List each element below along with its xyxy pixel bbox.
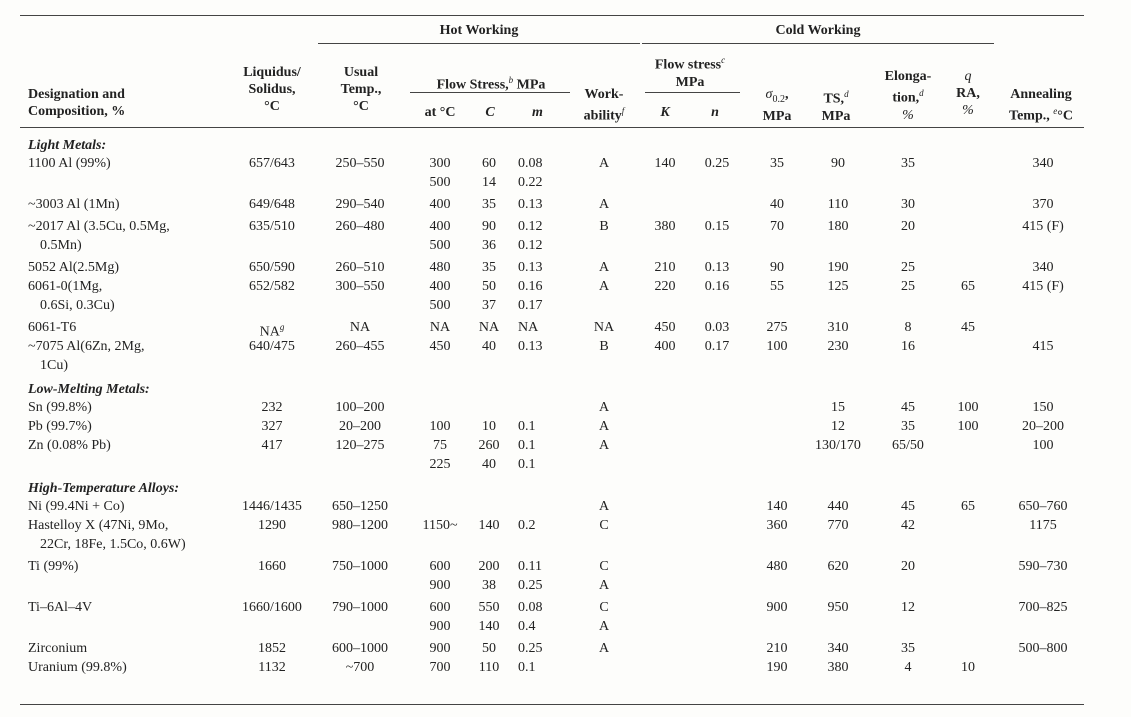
designation-text: 0.5Mn) bbox=[40, 238, 82, 253]
hot-m-cell: 0.1 bbox=[518, 419, 536, 434]
table-row bbox=[0, 658, 1131, 680]
workability-cell: A bbox=[598, 499, 610, 514]
ts-cell: 620 bbox=[827, 559, 849, 574]
hot-m-cell: 0.13 bbox=[518, 260, 543, 275]
liquidus-cell: 1290 bbox=[258, 518, 286, 533]
usual-temp-cell: 980–1200 bbox=[332, 518, 388, 533]
header-sigma: $\sigma_{0.2}$, MPa bbox=[762, 87, 792, 124]
hot-C-cell: 50 bbox=[482, 279, 496, 294]
hot-C-cell: 140 bbox=[478, 518, 500, 533]
elongation-cell: 45 bbox=[901, 400, 915, 415]
hot-at-c-cell: 900 bbox=[429, 578, 451, 593]
hot-m-cell: 0.13 bbox=[518, 339, 543, 354]
designation-text: 1Cu) bbox=[40, 358, 68, 373]
hot-at-c-cell: 900 bbox=[429, 619, 451, 634]
liquidus-cell: 327 bbox=[261, 419, 283, 434]
header-usual-temp-line3: °C bbox=[353, 99, 369, 114]
table-row bbox=[0, 154, 1131, 195]
header-bottom-rule bbox=[20, 127, 1084, 128]
hot-working-rule bbox=[318, 43, 640, 44]
ra-cell: 65 bbox=[961, 279, 975, 294]
liquidus-cell: 232 bbox=[261, 400, 283, 415]
hot-m-cell: 0.22 bbox=[518, 175, 543, 190]
designation-text: ~2017 Al (3.5Cu, 0.5Mg, bbox=[28, 219, 170, 234]
hot-m-cell: 0.1 bbox=[518, 438, 536, 453]
elongation-cell: 12 bbox=[901, 600, 915, 615]
designation-text: Zirconium bbox=[28, 641, 88, 656]
workability-cell: A bbox=[598, 438, 610, 453]
hot-at-c-cell: 450 bbox=[429, 339, 451, 354]
hot-m-cell: 0.1 bbox=[518, 660, 536, 675]
designation-cell bbox=[28, 436, 228, 455]
annealing-cell: 20–200 bbox=[1022, 419, 1064, 434]
designation-text: 1100 Al (99%) bbox=[28, 156, 111, 171]
designation-text: Ti–6Al–4V bbox=[28, 600, 93, 615]
hot-C-cell: 140 bbox=[478, 619, 500, 634]
elongation-cell: 4 bbox=[904, 660, 912, 675]
liquidus-cell: 1446/1435 bbox=[242, 499, 302, 514]
table-bottom-rule bbox=[20, 704, 1084, 705]
usual-temp-cell: 650–1250 bbox=[332, 499, 388, 514]
hot-at-c-cell: 100 bbox=[429, 419, 451, 434]
liquidus-cell: 640/475 bbox=[249, 339, 295, 354]
elongation-cell: 25 bbox=[901, 260, 915, 275]
sigma-cell: 55 bbox=[770, 279, 784, 294]
workability-cell: A bbox=[598, 641, 610, 656]
liquidus-cell: 1852 bbox=[258, 641, 286, 656]
hot-C-cell: 14 bbox=[482, 175, 496, 190]
hot-at-c-cell: 600 bbox=[429, 600, 451, 615]
ts-cell: 770 bbox=[827, 518, 849, 533]
header-hot-C: C bbox=[485, 105, 495, 120]
section-heading-text: Light Metals: bbox=[28, 138, 107, 153]
designation-cell bbox=[28, 318, 228, 337]
designation-text: Pb (99.7%) bbox=[28, 419, 92, 434]
cold-n-cell: 0.25 bbox=[704, 156, 730, 171]
hot-at-c-cell: 1150~ bbox=[422, 518, 458, 533]
usual-temp-cell: 120–275 bbox=[335, 438, 385, 453]
annealing-cell: 370 bbox=[1032, 197, 1054, 212]
ts-cell: 340 bbox=[827, 641, 849, 656]
hot-at-c-cell: 400 bbox=[429, 219, 451, 234]
hot-C-cell: 90 bbox=[482, 219, 496, 234]
designation-text: ~7075 Al(6Zn, 2Mg, bbox=[28, 339, 145, 354]
table-row bbox=[0, 195, 1131, 217]
liquidus-cell: 650/590 bbox=[249, 260, 295, 275]
usual-temp-cell: 790–1000 bbox=[332, 600, 388, 615]
usual-temp-cell: 260–480 bbox=[335, 219, 385, 234]
hot-C-cell: 36 bbox=[482, 238, 496, 253]
cold-n-cell: 0.17 bbox=[704, 339, 730, 354]
hot-m-cell: 0.08 bbox=[518, 600, 543, 615]
usual-temp-cell: 260–455 bbox=[335, 339, 385, 354]
designation-text: Zn (0.08% Pb) bbox=[28, 438, 111, 453]
table-row bbox=[0, 277, 1131, 318]
ts-cell: 230 bbox=[827, 339, 849, 354]
hot-m-cell: NA bbox=[518, 320, 539, 335]
header-annealing: Annealing Temp., $^e$°C bbox=[1009, 87, 1073, 124]
table-row bbox=[0, 217, 1131, 258]
workability-cell: A bbox=[598, 419, 610, 434]
liquidus-cell: 635/510 bbox=[249, 219, 295, 234]
elongation-cell: 8 bbox=[904, 320, 912, 335]
usual-temp-cell: 250–550 bbox=[335, 156, 385, 171]
designation-cell bbox=[28, 516, 228, 554]
cold-n-cell: 0.16 bbox=[704, 279, 730, 294]
cold-K-cell: 210 bbox=[654, 260, 676, 275]
designation-text: Uranium (99.8%) bbox=[28, 660, 127, 675]
hot-C-cell: 35 bbox=[482, 260, 496, 275]
annealing-cell: 340 bbox=[1032, 156, 1054, 171]
sigma-cell: 480 bbox=[766, 559, 788, 574]
section-heading bbox=[0, 134, 1131, 154]
designation-cell bbox=[28, 217, 228, 255]
section-heading-text: Low-Melting Metals: bbox=[28, 382, 150, 397]
header-elongation-line2: tion, bbox=[892, 90, 920, 106]
table-row bbox=[0, 497, 1131, 516]
sigma-cell: 275 bbox=[766, 320, 788, 335]
cold-n-cell: 0.15 bbox=[704, 219, 730, 234]
designation-text: 22Cr, 18Fe, 1.5Co, 0.6W) bbox=[40, 537, 186, 552]
designation-cell bbox=[28, 258, 228, 277]
workability-cell: C bbox=[599, 600, 609, 615]
hot-m-cell: 0.1 bbox=[518, 457, 536, 472]
header-ra: q RA, % bbox=[956, 69, 980, 118]
designation-text: Ni (99.4Ni + Co) bbox=[28, 499, 125, 514]
ra-cell: 10 bbox=[961, 660, 975, 675]
table-row bbox=[0, 417, 1131, 436]
table-top-rule bbox=[20, 15, 1084, 16]
header-elongation-line1: Elonga- bbox=[884, 69, 932, 84]
ra-cell: 100 bbox=[957, 419, 979, 434]
hot-at-c-cell: 500 bbox=[429, 298, 451, 313]
hot-at-c-cell: 400 bbox=[429, 279, 451, 294]
workability-cell: C bbox=[599, 559, 609, 574]
ra-cell: 65 bbox=[961, 499, 975, 514]
usual-temp-cell: NA bbox=[349, 320, 371, 335]
annealing-cell: 700–825 bbox=[1018, 600, 1068, 615]
header-hot-flow-stress: Flow Stress,$^b$ MPa bbox=[436, 75, 546, 93]
designation-cell bbox=[28, 337, 228, 375]
table-row bbox=[0, 436, 1131, 477]
ts-cell: 90 bbox=[831, 156, 845, 171]
table-row bbox=[0, 318, 1131, 340]
hot-C-cell: 550 bbox=[478, 600, 500, 615]
sigma-cell: 35 bbox=[770, 156, 784, 171]
header-cold-K: K bbox=[660, 105, 670, 120]
header-workability-line2: ability bbox=[583, 108, 622, 124]
hot-C-cell: 40 bbox=[482, 457, 496, 472]
hot-at-c-cell: 500 bbox=[429, 238, 451, 253]
header-workability-line1: Work- bbox=[584, 87, 624, 102]
ts-cell: 380 bbox=[827, 660, 849, 675]
header-cold-n: n bbox=[711, 105, 719, 120]
header-ts: TS,$^d$ MPa bbox=[821, 89, 851, 124]
liquidus-cell: 417 bbox=[261, 438, 283, 453]
workability-cell: A bbox=[598, 197, 610, 212]
annealing-cell: 650–760 bbox=[1018, 499, 1068, 514]
workability-cell: A bbox=[598, 400, 610, 415]
sigma-cell: 900 bbox=[766, 600, 788, 615]
header-liquidus-line1: Liquidus/ bbox=[243, 65, 301, 80]
hot-C-cell: 40 bbox=[482, 339, 496, 354]
hot-m-cell: 0.12 bbox=[518, 238, 543, 253]
elongation-cell: 35 bbox=[901, 419, 915, 434]
usual-temp-cell: 290–540 bbox=[335, 197, 385, 212]
ra-cell: 45 bbox=[961, 320, 975, 335]
hot-at-c-cell: 600 bbox=[429, 559, 451, 574]
designation-cell bbox=[28, 658, 228, 677]
header-hot-at-c: at °C bbox=[424, 105, 456, 120]
ts-cell: 440 bbox=[827, 499, 849, 514]
designation-text: Sn (99.8%) bbox=[28, 400, 92, 415]
section-heading bbox=[0, 477, 1131, 497]
ts-cell: 180 bbox=[827, 219, 849, 234]
annealing-cell: 590–730 bbox=[1018, 559, 1068, 574]
header-designation-line1: Designation and bbox=[28, 87, 125, 102]
designation-cell bbox=[28, 195, 228, 214]
workability-cell: A bbox=[598, 619, 610, 634]
table-row bbox=[0, 337, 1131, 378]
header-usual-temp bbox=[322, 64, 400, 115]
hot-m-cell: 0.25 bbox=[518, 641, 543, 656]
hot-C-cell: 60 bbox=[482, 156, 496, 171]
usual-temp-cell: 600–1000 bbox=[332, 641, 388, 656]
ts-cell: 190 bbox=[827, 260, 849, 275]
header-designation-line2: Composition, % bbox=[28, 104, 126, 119]
hot-C-cell: 37 bbox=[482, 298, 496, 313]
hot-m-cell: 0.11 bbox=[518, 559, 542, 574]
hot-m-cell: 0.4 bbox=[518, 619, 536, 634]
sigma-cell: 190 bbox=[766, 660, 788, 675]
elongation-cell: 20 bbox=[901, 559, 915, 574]
header-usual-temp-line2: Temp., bbox=[340, 82, 382, 97]
sigma-cell: 360 bbox=[766, 518, 788, 533]
sigma-cell: 40 bbox=[770, 197, 784, 212]
designation-text: Hastelloy X (47Ni, 9Mo, bbox=[28, 518, 169, 533]
cold-K-cell: 380 bbox=[654, 219, 676, 234]
elongation-cell: 35 bbox=[901, 641, 915, 656]
liquidus-cell: 1660/1600 bbox=[242, 600, 302, 615]
workability-cell: B bbox=[599, 339, 609, 354]
hot-m-cell: 0.25 bbox=[518, 578, 543, 593]
workability-cell: A bbox=[598, 260, 610, 275]
sigma-cell: 210 bbox=[766, 641, 788, 656]
sigma-cell: 70 bbox=[770, 219, 784, 234]
designation-text: 6061-T6 bbox=[28, 320, 77, 335]
workability-cell: A bbox=[598, 279, 610, 294]
sigma-cell: 100 bbox=[766, 339, 788, 354]
annealing-cell: 1175 bbox=[1029, 518, 1057, 533]
ts-cell: 130/170 bbox=[815, 438, 861, 453]
designation-cell bbox=[28, 598, 228, 617]
hot-C-cell: 50 bbox=[482, 641, 496, 656]
usual-temp-cell: 100–200 bbox=[335, 400, 385, 415]
hot-C-cell: 200 bbox=[478, 559, 500, 574]
designation-cell bbox=[28, 398, 228, 417]
designation-cell bbox=[28, 277, 228, 315]
usual-temp-cell: ~700 bbox=[345, 660, 375, 675]
ts-cell: 310 bbox=[827, 320, 849, 335]
header-designation bbox=[28, 86, 125, 120]
cold-K-cell: 450 bbox=[654, 320, 676, 335]
hot-at-c-cell: 480 bbox=[429, 260, 451, 275]
liquidus-cell: 1660 bbox=[258, 559, 286, 574]
ra-cell: 100 bbox=[957, 400, 979, 415]
hot-at-c-cell: 300 bbox=[429, 156, 451, 171]
header-cold-flow-stress: Flow stress$^c$ MPa bbox=[654, 55, 726, 90]
hot-at-c-cell: NA bbox=[429, 320, 451, 335]
header-usual-temp-line1: Usual bbox=[343, 65, 379, 80]
hot-C-cell: 10 bbox=[482, 419, 496, 434]
usual-temp-cell: 750–1000 bbox=[332, 559, 388, 574]
ts-cell: 15 bbox=[831, 400, 845, 415]
cold-K-cell: 220 bbox=[654, 279, 676, 294]
elongation-cell: 65/50 bbox=[892, 438, 924, 453]
hot-at-c-cell: 700 bbox=[429, 660, 451, 675]
designation-cell bbox=[28, 497, 228, 516]
usual-temp-cell: 260–510 bbox=[335, 260, 385, 275]
annealing-cell: 500–800 bbox=[1018, 641, 1068, 656]
hot-working-group-header: Hot Working bbox=[439, 23, 519, 38]
cold-n-cell: 0.03 bbox=[704, 320, 730, 335]
designation-cell bbox=[28, 417, 228, 436]
elongation-cell: 20 bbox=[901, 219, 915, 234]
table-row bbox=[0, 516, 1131, 557]
header-liquidus bbox=[230, 64, 314, 115]
header-liquidus-line2: Solidus, bbox=[248, 82, 296, 97]
header-elongation: Elonga- tion,$^d$ % bbox=[872, 68, 944, 124]
annealing-cell: 340 bbox=[1032, 260, 1054, 275]
section-heading bbox=[0, 378, 1131, 398]
hot-m-cell: 0.16 bbox=[518, 279, 543, 294]
designation-text: 5052 Al(2.5Mg) bbox=[28, 260, 119, 275]
annealing-cell: 415 bbox=[1032, 339, 1054, 354]
liquidus-cell: 652/582 bbox=[249, 279, 295, 294]
annealing-cell: 150 bbox=[1032, 400, 1054, 415]
hot-C-cell: 38 bbox=[482, 578, 496, 593]
designation-text: 0.6Si, 0.3Cu) bbox=[40, 298, 115, 313]
hot-at-c-cell: 225 bbox=[429, 457, 451, 472]
designation-cell bbox=[28, 557, 228, 576]
liquidus-footnote-mark: g bbox=[279, 322, 285, 332]
table-row bbox=[0, 598, 1131, 639]
usual-temp-cell: 300–550 bbox=[335, 279, 385, 294]
usual-temp-cell: 20–200 bbox=[339, 419, 381, 434]
sigma-cell: 90 bbox=[770, 260, 784, 275]
section-heading-text: High-Temperature Alloys: bbox=[28, 481, 180, 496]
hot-C-cell: 260 bbox=[478, 438, 500, 453]
elongation-cell: 30 bbox=[901, 197, 915, 212]
designation-text: ~3003 Al (1Mn) bbox=[28, 197, 120, 212]
table-body bbox=[0, 134, 1131, 680]
designation-cell bbox=[28, 639, 228, 658]
designation-cell bbox=[28, 154, 228, 173]
table-row bbox=[0, 639, 1131, 658]
hot-m-cell: 0.17 bbox=[518, 298, 543, 313]
workability-cell: C bbox=[599, 518, 609, 533]
hot-m-cell: 0.12 bbox=[518, 219, 543, 234]
cold-K-cell: 140 bbox=[654, 156, 676, 171]
hot-m-cell: 0.13 bbox=[518, 197, 543, 212]
ts-cell: 950 bbox=[827, 600, 849, 615]
sigma-cell: 140 bbox=[766, 499, 788, 514]
hot-C-cell: NA bbox=[478, 320, 500, 335]
hot-C-cell: 110 bbox=[478, 660, 500, 675]
annealing-cell: 100 bbox=[1032, 438, 1054, 453]
elongation-cell: 16 bbox=[901, 339, 915, 354]
workability-cell: A bbox=[598, 156, 610, 171]
liquidus-cell: 649/648 bbox=[249, 197, 295, 212]
liquidus-cell: 657/643 bbox=[249, 156, 295, 171]
elongation-cell: 45 bbox=[901, 499, 915, 514]
elongation-cell: 42 bbox=[901, 518, 915, 533]
designation-text: Ti (99%) bbox=[28, 559, 79, 574]
table-row bbox=[0, 398, 1131, 417]
workability-cell: B bbox=[599, 219, 609, 234]
table-row bbox=[0, 557, 1131, 598]
hot-flow-stress-rule bbox=[410, 92, 570, 93]
hot-at-c-cell: 75 bbox=[433, 438, 447, 453]
ts-cell: 12 bbox=[831, 419, 845, 434]
annealing-cell: 415 (F) bbox=[1022, 279, 1064, 294]
cold-working-group-header: Cold Working bbox=[775, 23, 861, 38]
hot-at-c-cell: 400 bbox=[429, 197, 451, 212]
cold-n-cell: 0.13 bbox=[704, 260, 730, 275]
ts-cell: 110 bbox=[827, 197, 849, 212]
cold-K-cell: 400 bbox=[654, 339, 676, 354]
liquidus-value: NA bbox=[259, 324, 280, 340]
designation-text: 6061-0(1Mg, bbox=[28, 279, 103, 294]
workability-cell: NA bbox=[593, 320, 615, 335]
hot-at-c-cell: 900 bbox=[429, 641, 451, 656]
workability-cell: A bbox=[598, 578, 610, 593]
header-hot-m: m bbox=[532, 105, 543, 120]
header-liquidus-line3: °C bbox=[264, 99, 280, 114]
liquidus-cell: 1132 bbox=[258, 660, 286, 675]
cold-working-rule bbox=[642, 43, 994, 44]
cold-flow-stress-rule bbox=[645, 92, 740, 93]
hot-at-c-cell: 500 bbox=[429, 175, 451, 190]
hot-m-cell: 0.08 bbox=[518, 156, 543, 171]
elongation-cell: 25 bbox=[901, 279, 915, 294]
elongation-cell: 35 bbox=[901, 156, 915, 171]
ts-cell: 125 bbox=[827, 279, 849, 294]
hot-m-cell: 0.2 bbox=[518, 518, 536, 533]
header-workability: Work- ability$^f$ bbox=[572, 86, 636, 125]
annealing-cell: 415 (F) bbox=[1022, 219, 1064, 234]
table-row bbox=[0, 258, 1131, 277]
hot-C-cell: 35 bbox=[482, 197, 496, 212]
